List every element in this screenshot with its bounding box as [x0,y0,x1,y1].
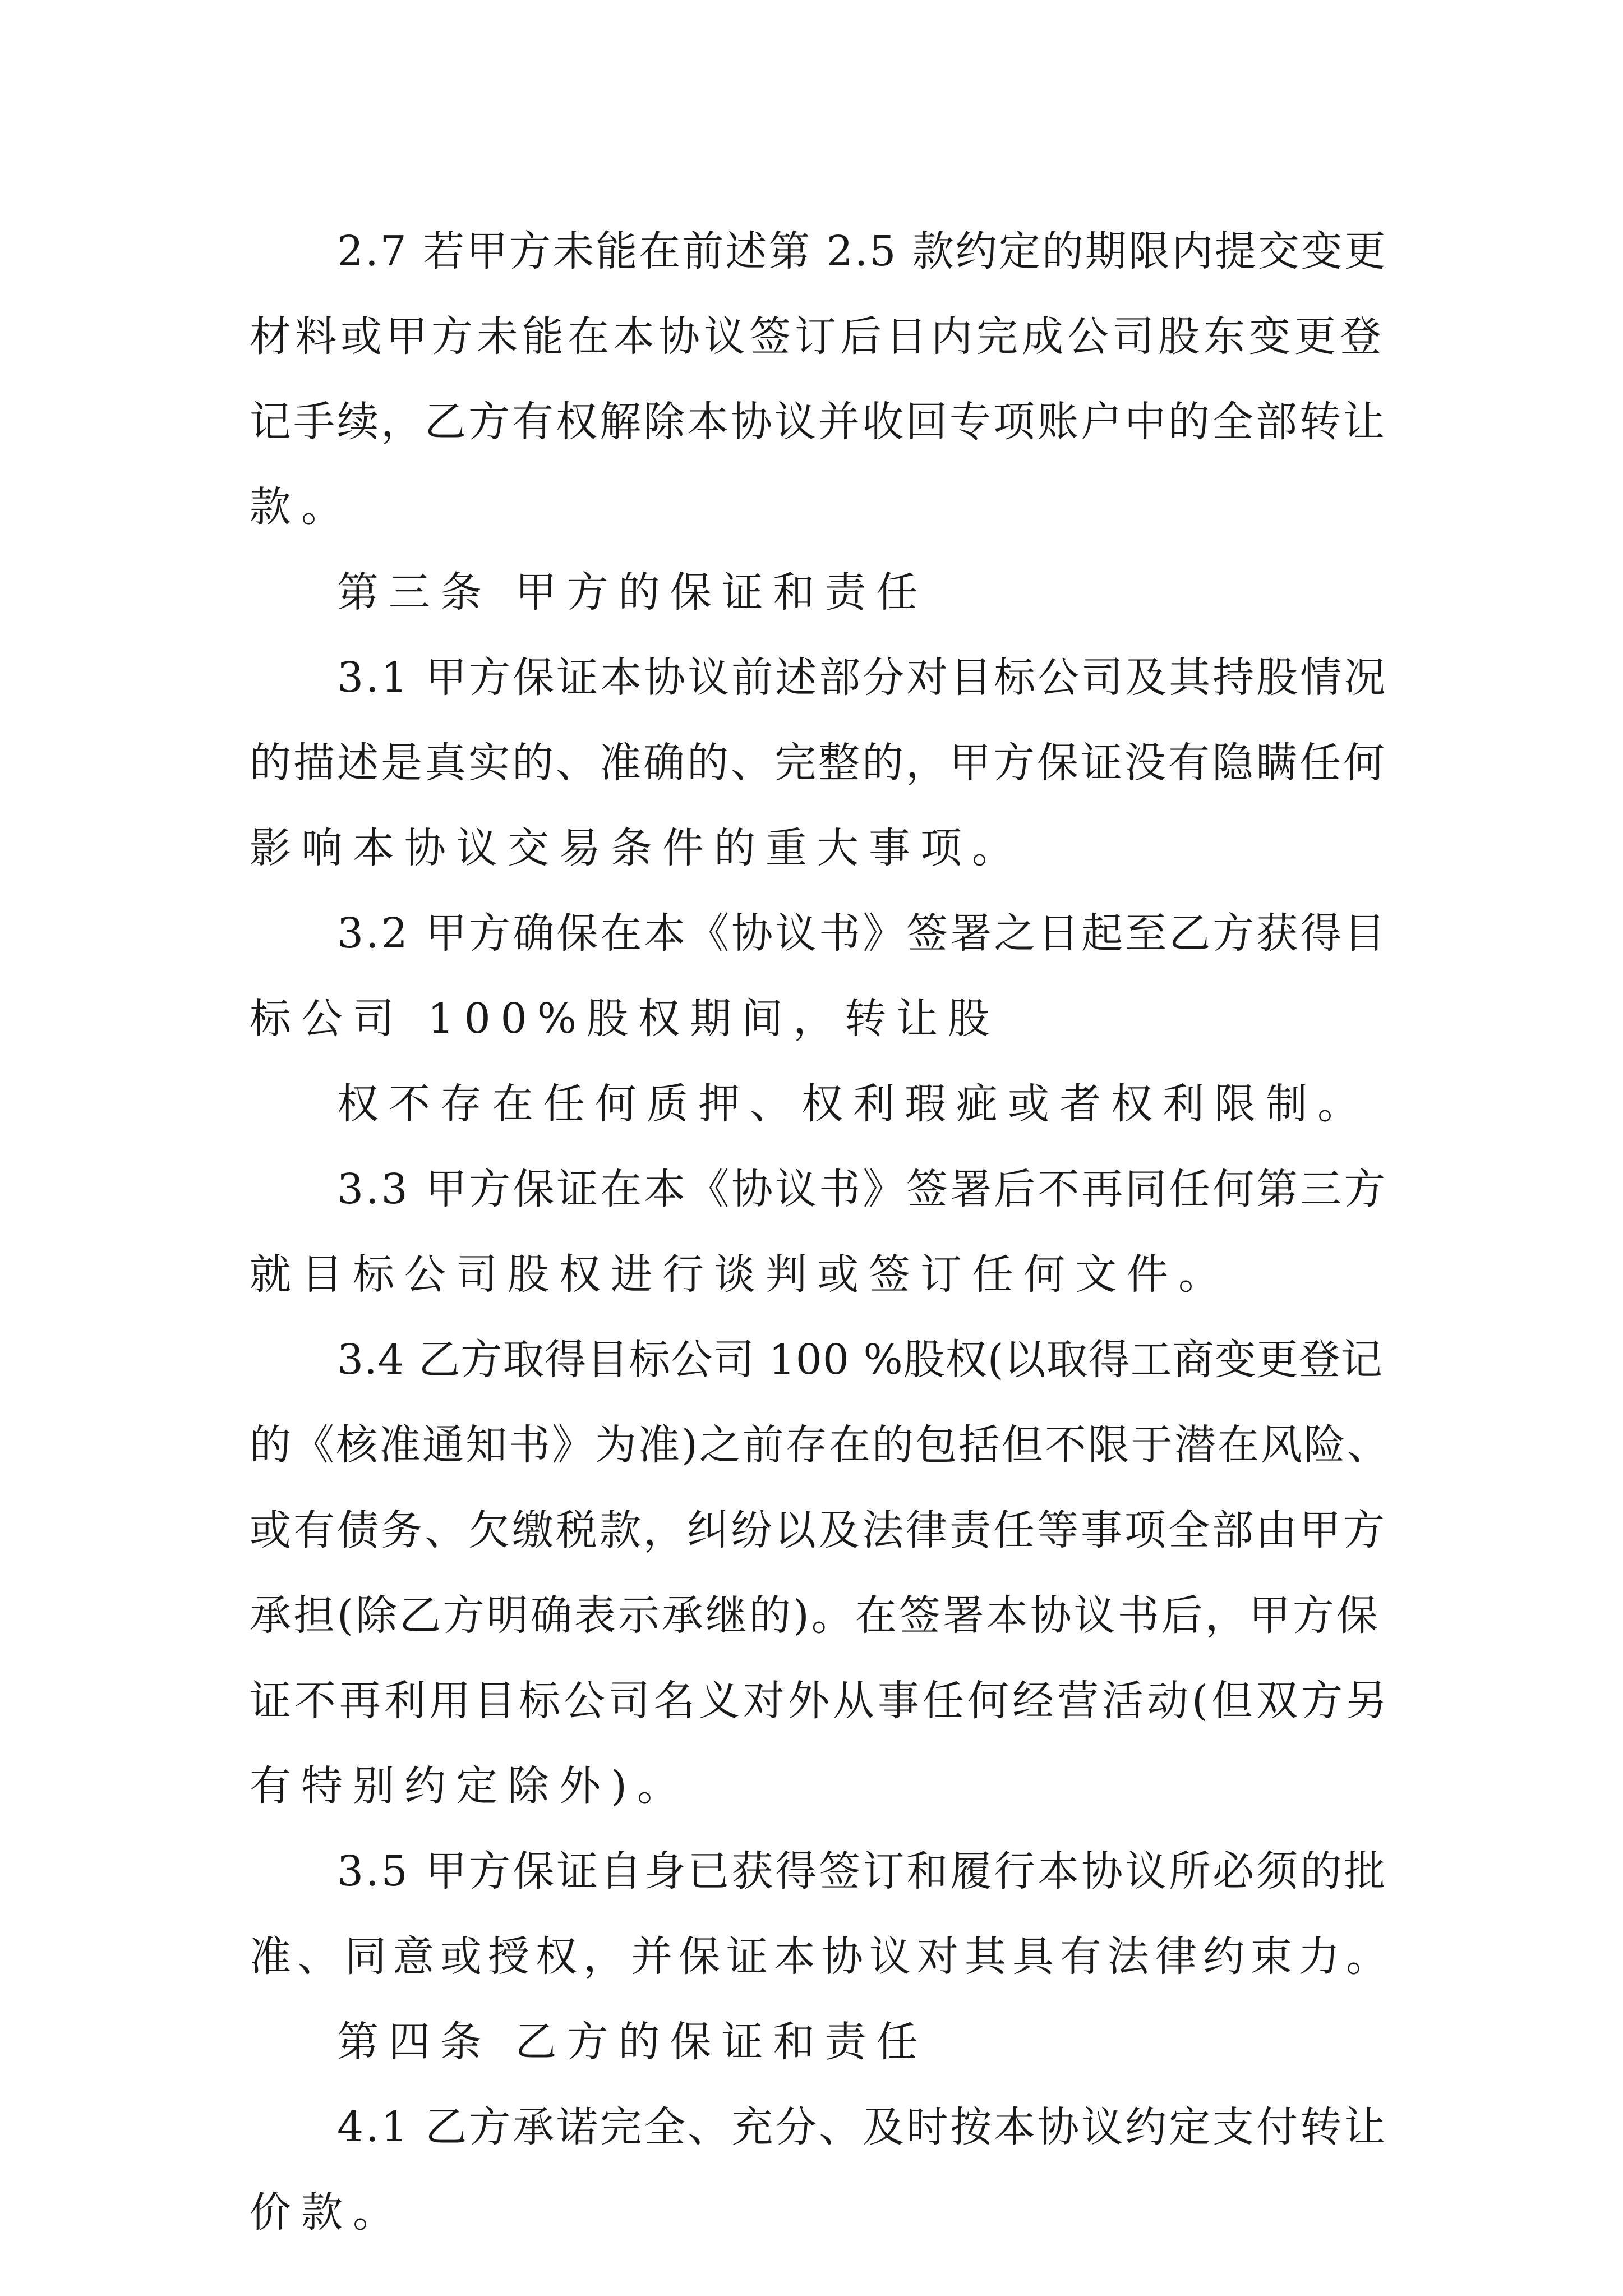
paragraph-3-4-line-1: 3.4 乙方取得目标公司 100 %股权(以取得工商变更登记 [337,1336,1383,1384]
document-page [250,209,1394,2255]
paragraph-3-5-line-1: 3.5 甲方保证自身已获得签订和履行本协议所必须的批 [337,1847,1388,1895]
paragraph-3-3-line-1: 3.3 甲方保证在本《协议书》签署后不再同任何第三方 [337,1165,1388,1213]
paragraph-3-1-line-2: 的描述是真实的、准确的、完整的，甲方保证没有隐瞒任何 [250,739,1387,787]
paragraph-3-2-line-3: 权不存在任何质押、权利瑕疵或者权利限制。 [337,1080,1369,1128]
paragraph-2-7-line-4: 款。 [250,483,353,531]
paragraph-4-1-line-2: 价款。 [250,2188,404,2237]
paragraph-3-4-line-3: 或有债务、欠缴税款，纠纷以及法律责任等事项全部由甲方 [250,1506,1387,1554]
paragraph-3-3-line-2: 就目标公司股权进行谈判或签订任何文件。 [250,1250,1230,1299]
paragraph-3-5-line-2: 准、同意或授权，并保证本协议对其具有法律约束力。 [250,1932,1394,1981]
paragraph-3-2-line-2: 标公司 100%股权期间，转让股 [250,995,1000,1043]
paragraph-3-4-line-5: 证不再利用目标公司名义对外从事任何经营活动(但双方另 [250,1677,1391,1725]
paragraph-3-1-line-1: 3.1 甲方保证本协议前述部分对目标公司及其持股情况 [337,654,1388,702]
paragraph-2-7-line-1: 2.7 若甲方未能在前述第 2.5 款约定的期限内提交变更 [337,227,1387,275]
paragraph-2-7-line-3: 记手续，乙方有权解除本协议并收回专项账户中的全部转让 [250,398,1387,446]
paragraph-3-4-line-6: 有特别约定除外)。 [250,1762,689,1810]
paragraph-3-2-line-1: 3.2 甲方确保在本《协议书》签署之日起至乙方获得目 [337,909,1388,958]
paragraph-3-4-line-4: 承担(除乙方明确表示承继的)。在签署本协议书后，甲方保 [250,1591,1380,1640]
article-4-heading: 第四条 乙方的保证和责任 [337,2018,928,2066]
article-3-heading: 第三条 甲方的保证和责任 [337,568,928,616]
paragraph-3-1-line-3: 影响本协议交易条件的重大事项。 [250,824,1023,872]
paragraph-3-4-line-2: 的《核准通知书》为准)之前存在的包括但不限于潜在风险、 [250,1421,1390,1469]
paragraph-2-7-line-2: 材料或甲方未能在本协议签订后日内完成公司股东变更登 [250,312,1385,361]
paragraph-4-1-line-1: 4.1 乙方承诺完全、充分、及时按本协议约定支付转让 [337,2103,1388,2151]
